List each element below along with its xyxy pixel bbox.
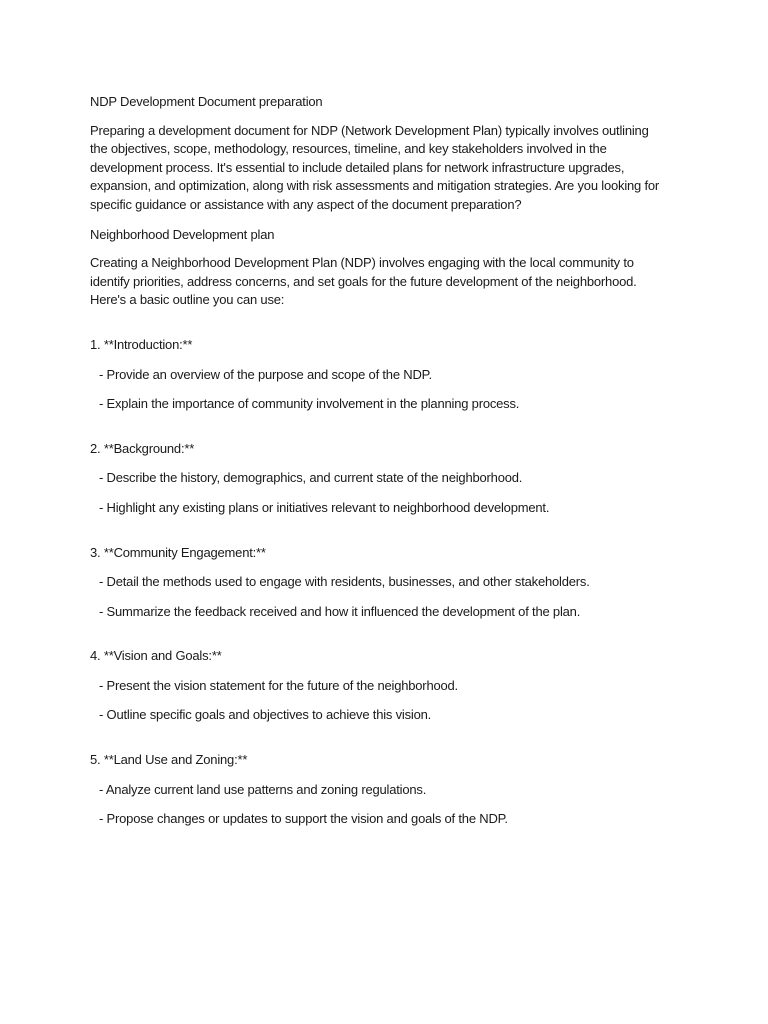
outline-bullet: - Provide an overview of the purpose and scope of the NDP. xyxy=(99,366,432,382)
paragraph-line: expansion, and optimization, along with risk assessments and mitigation strategies. Are you looking for xyxy=(90,178,660,194)
paragraph-line: development process. It's essential to include detailed plans for network infrastructure upgrades, xyxy=(90,159,625,175)
outline-bullet: - Describe the history, demographics, and current state of the neighborhood. xyxy=(99,470,523,486)
outline-bullet: - Propose changes or updates to support the vision and goals of the NDP. xyxy=(99,811,508,827)
outline-section-title: 5. **Land Use and Zoning:** xyxy=(90,752,248,768)
paragraph-line: identify priorities, address concerns, and set goals for the future development of the neighborhood. xyxy=(90,273,637,289)
document-heading: NDP Development Document preparation xyxy=(90,94,323,109)
outline-section-community-engagement xyxy=(90,544,682,622)
outline-bullet: - Present the vision statement for the future of the neighborhood. xyxy=(99,677,458,693)
paragraph-line: Here's a basic outline you can use: xyxy=(90,292,285,308)
outline-section-land-use-zoning xyxy=(90,751,682,829)
outline-section-title: 4. **Vision and Goals:** xyxy=(90,648,222,664)
outline-section-introduction xyxy=(90,336,682,414)
outline-section-title: 2. **Background:** xyxy=(90,440,195,456)
paragraph-line: specific guidance or assistance with any aspect of the document preparation? xyxy=(90,196,522,212)
outline-section-title: 3. **Community Engagement:** xyxy=(90,544,266,560)
outline-bullet: - Highlight any existing plans or initiatives relevant to neighborhood development. xyxy=(99,499,550,515)
outline-section-background xyxy=(90,440,682,518)
outline-bullet: - Summarize the feedback received and how it influenced the development of the plan. xyxy=(99,603,581,619)
outline-section-title: 1. **Introduction:** xyxy=(90,336,193,352)
outline-bullet: - Outline specific goals and objectives to achieve this vision. xyxy=(99,707,432,723)
outline-intro-paragraph xyxy=(90,254,682,310)
outline-bullet: - Analyze current land use patterns and zoning regulations. xyxy=(99,781,427,797)
outline-bullet: - Detail the methods used to engage with residents, businesses, and other stakeholders. xyxy=(99,574,590,590)
outline-section-vision-goals xyxy=(90,647,682,725)
document-page xyxy=(90,93,682,829)
paragraph-line: the objectives, scope, methodology, resources, timeline, and key stakeholders involved in the xyxy=(90,141,607,157)
section-heading: Neighborhood Development plan xyxy=(90,226,275,242)
paragraph-line: Creating a Neighborhood Development Plan (NDP) involves engaging with the local community to xyxy=(90,255,634,271)
outline-bullet: - Explain the importance of community involvement in the planning process. xyxy=(99,396,520,412)
intro-paragraph xyxy=(90,122,682,215)
paragraph-line: Preparing a development document for NDP (Network Development Plan) typically involves outlining xyxy=(90,122,649,138)
